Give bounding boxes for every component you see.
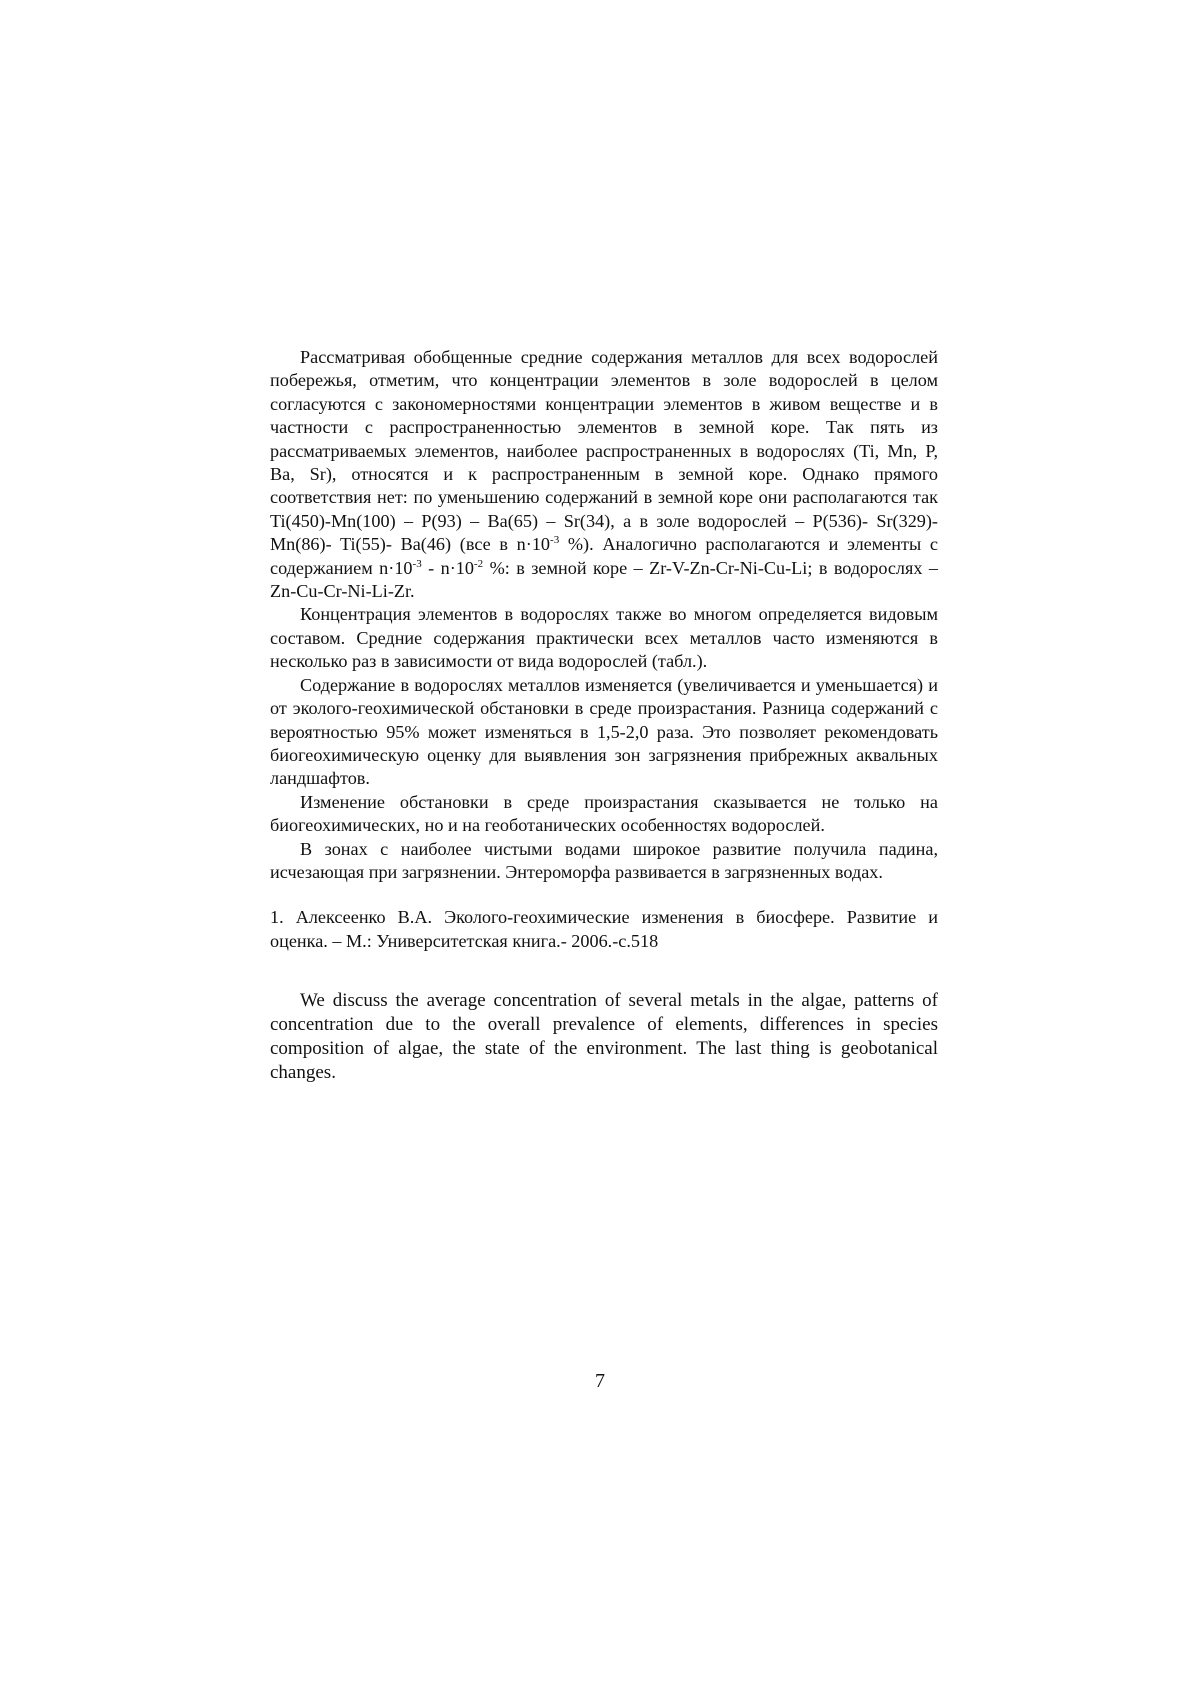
paragraph-text: В зонах с наиболее чистыми водами широкое развитие получила падина, исчезающая при загрязнении. Энтероморфа развивается в загрязненных водах. — [270, 839, 938, 882]
paragraph-text: Рассматривая обобщенные средние содержания металлов для всех водорослей побережья, отметим, что концентрации элементов в золе водорослей в целом согласуются с закономерностями концентрации элементов в живом веществе и в частности с распространенностью элементов в земной коре. Так пять из рассматриваемых элементов, наиболее распространенных в водорослях (Ti, Mn, P, Ba, Sr), относятся и к распространенным в земной коре. Однако прямого соответствия нет: по уменьшению содержаний в земной коре они располагаются так Ti(450)-Mn(100) – P(93) – Ba(65) – Sr(34), а в золе водорослей – P(536)- Sr(329)-Mn(86)- Ti(55)- Ba(46) (все в n·10 — [270, 347, 938, 554]
body-paragraph — [270, 674, 938, 791]
superscript-exponent: -3 — [413, 558, 422, 570]
paragraph-text: Содержание в водорослях металлов изменяется (увеличивается и уменьшается) и от эколого-геохимической обстановки в среде произрастания. Разница содержаний с вероятностью 95% может изменяться в 1,5-2,0 раза. Это позволяет рекомендовать биогеохимическую оценку для выявления зон загрязнения прибрежных аквальных ландшафтов. — [270, 675, 938, 789]
english-abstract: We discuss the average concentration of several metals in the algae, patterns of concentration due to the overall prevalence of elements, differences in species composition of algae, the state of the environment. The last thing is geobotanical changes. — [270, 989, 938, 1085]
page-number: 7 — [0, 1370, 1200, 1393]
document-page — [0, 0, 1200, 1698]
reference-entry: 1. Алексеенко В.А. Эколого-геохимические изменения в биосфере. Развитие и оценка. – М.: Университетская книга.- 2006.-с.518 — [270, 906, 938, 953]
paragraph-text: - n·10 — [422, 558, 474, 578]
body-paragraph — [270, 346, 938, 603]
superscript-exponent: -2 — [474, 558, 483, 570]
body-paragraph — [270, 838, 938, 885]
body-paragraphs — [270, 346, 938, 884]
paragraph-text: Концентрация элементов в водорослях также во многом определяется видовым составом. Средние содержания практически всех металлов часто изменяются в несколько раз в зависимости от вида водорослей (табл.). — [270, 604, 938, 671]
paragraph-text: %: в земной коре – Zr-V-Zn-Cr-Ni-Cu-Li; в водорослях – Zn-Cu-Cr-Ni-Li-Zr. — [270, 558, 938, 601]
paragraph-text: %). Аналогично располагаются и элементы с содержанием n·10 — [270, 534, 938, 577]
body-paragraph — [270, 791, 938, 838]
body-paragraph — [270, 603, 938, 673]
paragraph-text: Изменение обстановки в среде произрастания сказывается не только на биогеохимических, но и на геоботанических особенностях водорослей. — [270, 792, 938, 835]
main-text — [270, 346, 938, 1085]
superscript-exponent: -3 — [550, 534, 559, 546]
